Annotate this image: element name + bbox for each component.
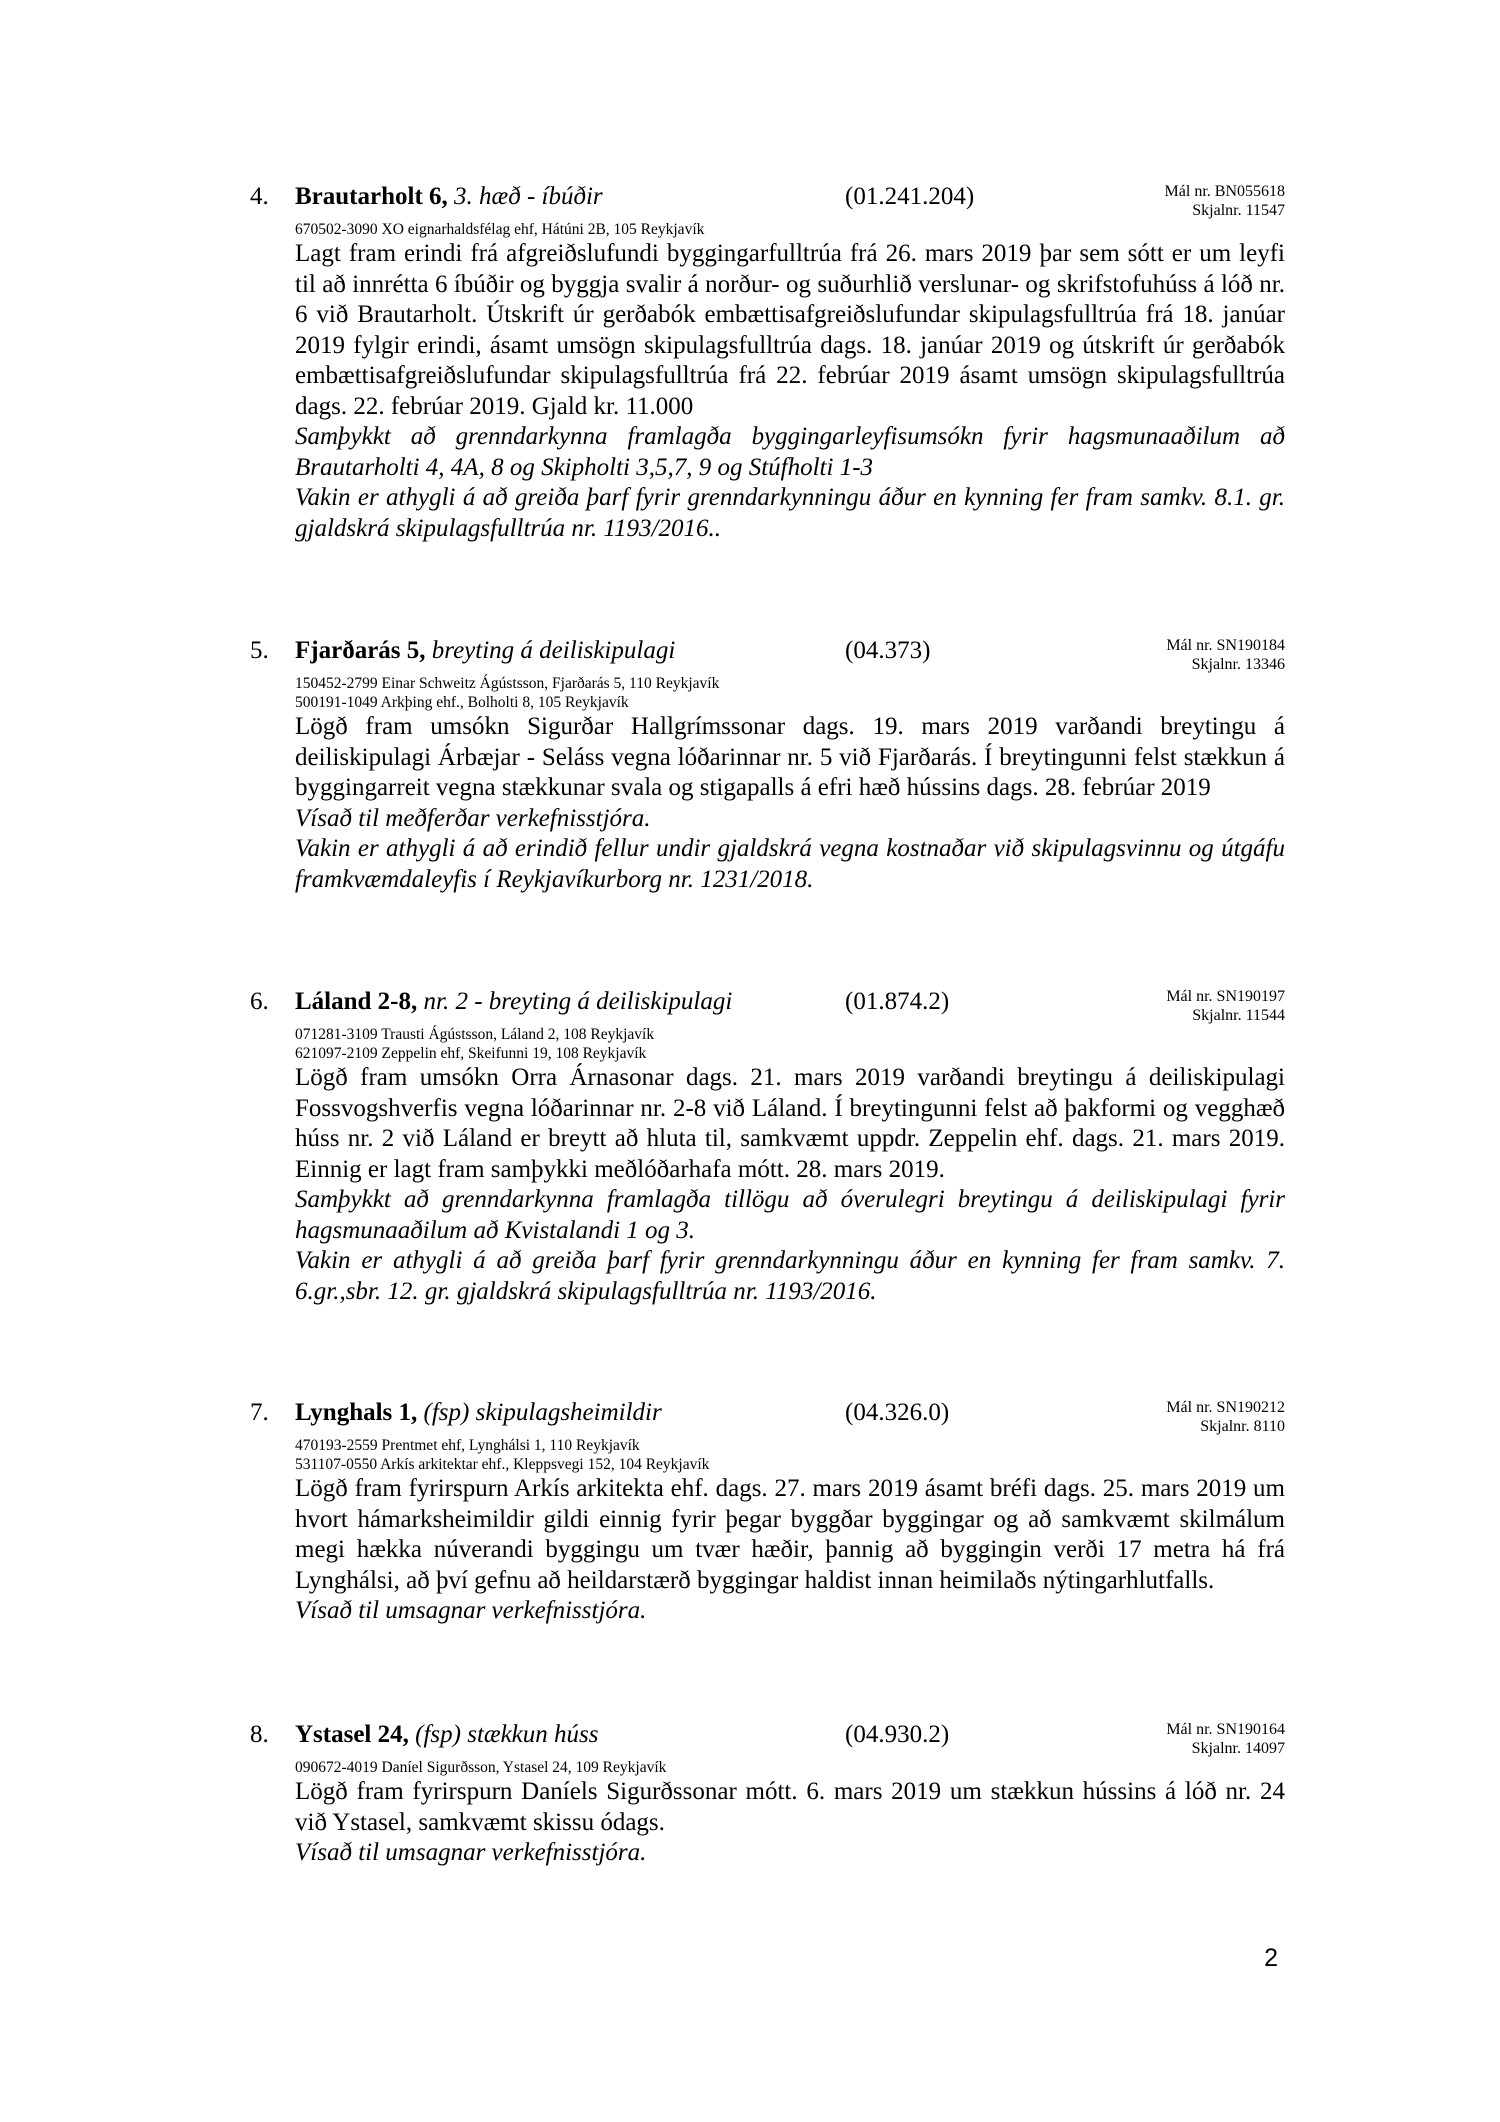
case-number: Mál nr. SN190184 [1166,637,1285,654]
item-name: Láland 2-8, [295,988,418,1015]
case-number: Mál nr. SN190212 [1166,1399,1285,1416]
party-line: 670502-3090 XO eignarhaldsfélag ehf, Hátúni 2B, 105 Reykjavík [295,221,705,238]
party-line: 621097-2109 Zeppelin ehf, Skeifunni 19, 108 Reykjavík [295,1045,647,1062]
page-number: 2 [1264,1944,1278,1972]
item-number: 6. [250,988,269,1015]
land-number: (01.241.204) [845,183,975,210]
item-subtitle: (fsp) skipulagsheimildir [423,1399,662,1426]
case-reference [1166,987,1285,1025]
item-note: Vakin er athygli á að erindið fellur undir gjaldskrá vegna kostnaðar við skipulagsvinnu og útgáfu framkvæmdaleyfis í Reykjavíkurborg nr. 1231/2018. [295,835,1285,893]
item-decision: Vísað til meðferðar verkefnisstjóra. [295,804,651,832]
document-number: Skjalnr. 8110 [1200,1418,1285,1435]
case-reference [1166,1720,1285,1758]
document-number: Skjalnr. 11547 [1192,202,1285,219]
document-number: Skjalnr. 13346 [1191,656,1285,673]
agenda-item-7 [250,1398,1285,1627]
item-subtitle: breyting á deiliskipulagi [431,637,676,664]
agenda-item-8 [250,1720,1285,1869]
land-number: (01.874.2) [845,988,950,1015]
item-name: Brautarholt 6, [295,183,448,210]
party-line: 500191-1049 Arkþing ehf., Bolholti 8, 105 Reykjavík [295,694,629,711]
item-decision: Vísað til umsagnar verkefnisstjóra. [295,1597,647,1624]
item-decision: Samþykkt að grenndarkynna framlagða byggingarleyfisumsókn fyrir hagsmunaaðilum að Brautarholti 4, 4A, 8 og Skipholti 3,5,7, 9 og Stúfholti 1-3 [295,423,1285,481]
party-line: 150452-2799 Einar Schweitz Ágústsson, Fjarðarás 5, 110 Reykjavík [295,675,720,692]
party-line: 071281-3109 Trausti Ágústsson, Láland 2, 108 Reykjavík [295,1026,655,1043]
item-note: Vakin er athygli á að greiða þarf fyrir grenndarkynningu áður en kynning fer fram samkv. 7. 6.gr.,sbr. 12. gr. gjaldskrá skipulagsfulltrúa nr. 1193/2016. [295,1247,1285,1305]
case-reference [1166,636,1285,674]
item-subtitle: 3. hæð - íbúðir [454,183,603,210]
item-title [295,1720,598,1750]
item-header [250,1398,1285,1458]
agenda-item-6 [250,987,1285,1307]
item-body [295,1474,1285,1627]
land-number: (04.373) [845,637,931,664]
item-description: Lögð fram umsókn Sigurðar Hallgrímssonar dags. 19. mars 2019 varðandi breytingu á deiliskipulagi Árbæjar - Seláss vegna lóðarinnar nr. 5 við Fjarðarás. Í breytingunni felst stækkun á byggingarreit vegna stækkunar svala og stigapalls á efri hæð hússins dags. 28. febrúar 2019 [295,713,1285,801]
item-subtitle: nr. 2 - breyting á deiliskipulagi [423,988,733,1015]
item-body [295,712,1285,895]
item-number: 5. [250,637,269,664]
item-body [295,1777,1285,1869]
item-title [295,182,603,212]
item-decision: Samþykkt að grenndarkynna framlagða tillögu að óverulegri breytingu á deiliskipulagi fyrir hagsmunaaðilum að Kvistalandi 1 og 3. [295,1186,1285,1244]
item-number: 7. [250,1399,269,1426]
item-name: Lynghals 1, [295,1399,418,1426]
agenda-item-5 [250,636,1285,895]
case-reference [1165,182,1285,220]
item-description: Lögð fram umsókn Orra Árnasonar dags. 21. mars 2019 varðandi breytingu á deiliskipulagi Fossvogshverfis vegna lóðarinnar nr. 2-8 við Láland. Í breytingunni felst að þakformi og vegghæð húss nr. 2 við Láland er breytt að hluta til, samkvæmt uppdr. Zeppelin ehf. dags. 21. mars 2019. Einnig er lagt fram samþykki meðlóðarhafa mótt. 28. mars 2019. [295,1064,1285,1183]
item-header [250,987,1285,1047]
item-number: 8. [250,1721,269,1748]
item-subtitle: (fsp) stækkun húss [415,1721,599,1748]
land-number: (04.930.2) [845,1721,950,1748]
item-body [295,1063,1285,1307]
item-title [295,636,675,666]
item-description: Lagt fram erindi frá afgreiðslufundi byggingarfulltrúa frá 26. mars 2019 þar sem sótt er um leyfi til að innrétta 6 íbúðir og byggja svalir á norður- og suðurhlið verslunar- og skrifstofuhúss á lóð nr. 6 við Brautarholt. Útskrift úr gerðabók embættisafgreiðslufundar skipulagsfulltrúa frá 18. janúar 2019 fylgir erindi, ásamt umsögn skipulagsfulltrúa dags. 18. janúar 2019 og útskrift úr gerðabók embættisafgreiðslufundar skipulagsfulltrúa frá 22. febrúar 2019 ásamt umsögn skipulagsfulltrúa dags. 22. febrúar 2019. Gjald kr. 11.000 [295,240,1285,420]
case-number: Mál nr. SN190164 [1166,1721,1285,1738]
item-number: 4. [250,183,269,210]
item-title [295,1398,662,1428]
item-name: Ystasel 24, [295,1721,409,1748]
item-decision: Vísað til umsagnar verkefnisstjóra. [295,1839,647,1866]
item-header [250,636,1285,696]
land-number: (04.326.0) [845,1399,950,1426]
item-name: Fjarðarás 5, [295,637,426,664]
item-header [250,182,1285,242]
item-header [250,1720,1285,1780]
agenda-item-4 [250,182,1285,544]
document-number: Skjalnr. 14097 [1191,1740,1285,1757]
item-description: Lögð fram fyrirspurn Daníels Sigurðssonar mótt. 6. mars 2019 um stækkun hússins á lóð nr. 24 við Ystasel, samkvæmt skissu ódags. [295,1778,1285,1836]
party-line: 531107-0550 Arkís arkitektar ehf., Kleppsvegi 152, 104 Reykjavík [295,1456,710,1473]
item-description: Lögð fram fyrirspurn Arkís arkitekta ehf. dags. 27. mars 2019 ásamt bréfi dags. 25. mars 2019 um hvort hámarksheimildir gildi einnig fyrir þegar byggðar byggingar og að samkvæmt skilmálum megi hækka núverandi byggingu um tvær hæðir, þannig að byggingin verði 17 metra há frá Lynghálsi, að því gefnu að heildarstærð byggingar haldist innan heimilaðs nýtingarhlutfalls. [295,1475,1285,1594]
case-number: Mál nr. SN190197 [1166,988,1285,1005]
case-reference [1166,1398,1285,1436]
item-title [295,987,732,1017]
item-body [295,239,1285,544]
document-number: Skjalnr. 11544 [1192,1007,1285,1024]
item-note: Vakin er athygli á að greiða þarf fyrir grenndarkynningu áður en kynning fer fram samkv. 8.1. gr. gjaldskrá skipulagsfulltrúa nr. 1193/2016.. [295,484,1285,542]
party-line: 470193-2559 Prentmet ehf, Lynghálsi 1, 110 Reykjavík [295,1437,640,1454]
party-line: 090672-4019 Daníel Sigurðsson, Ystasel 24, 109 Reykjavík [295,1759,667,1776]
case-number: Mál nr. BN055618 [1164,183,1285,200]
